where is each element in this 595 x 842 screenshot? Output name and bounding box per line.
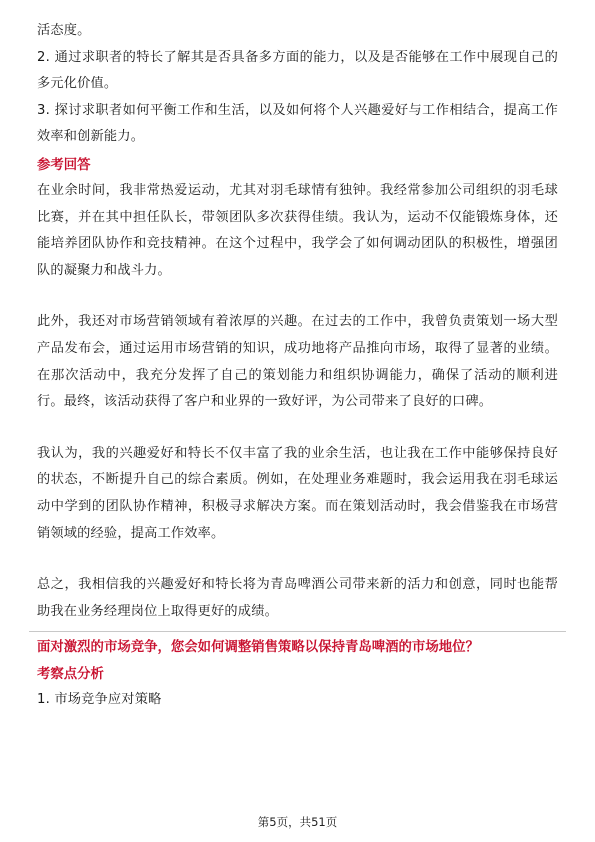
question-heading: 面对激烈的市场竞争，您会如何调整销售策略以保持青岛啤酒的市场地位？ (37, 640, 479, 656)
page-number: 第5页，共51页 (257, 815, 338, 829)
answer-paragraph: 此外，我还对市场营销领域有着浓厚的兴趣。在过去的工作中，我曾负责策划一场大型产品发布会，通过运用市场营销的知识，成功地将产品推向市场，取得了显著的业绩。在那次活动中，我充分发挥了自己的策划能力和组织协调能力，确保了活动的顺利进行。最终，该活动获得了客户和业界的一致好评，为公司带来了良好的口碑。 (37, 314, 558, 410)
document-page (37, 18, 558, 714)
intro-line: 活态度。 (37, 23, 91, 38)
analysis-heading: 考察点分析 (37, 667, 104, 683)
intro-line: 2. 通过求职者的特长了解其是否具备多方面的能力，以及是否能够在工作中展现自己的多元化价值。 (37, 49, 558, 92)
analysis-item: 1. 市场竞争应对策略 (37, 692, 162, 708)
answer-paragraph: 总之，我相信我的兴趣爱好和特长将为青岛啤酒公司带来新的活力和创意，同时也能帮助我在业务经理岗位上取得更好的成绩。 (37, 577, 558, 619)
answer-heading: 参考回答 (37, 157, 91, 173)
section-divider (29, 631, 566, 632)
intro-line: 3. 探讨求职者如何平衡工作和生活，以及如何将个人兴趣爱好与工作相结合，提高工作效率和创新能力。 (37, 102, 558, 145)
answer-paragraph: 我认为，我的兴趣爱好和特长不仅丰富了我的业余生活，也让我在工作中能够保持良好的状态，不断提升自己的综合素质。例如，在处理业务难题时，我会运用我在羽毛球运动中学到的团队协作精神，积极寻求解决方案。而在策划活动时，我会借鉴我在市场营销领域的经验，提高工作效率。 (37, 445, 558, 541)
paragraph-gap (37, 416, 558, 441)
answer-paragraph: 在业余时间，我非常热爱运动，尤其对羽毛球情有独钟。我经常参加公司组织的羽毛球比赛，并在其中担任队长，带领团队多次获得佳绩。我认为，运动不仅能锻炼身体，还能培养团队协作和竞技精神。在这个过程中，我学会了如何调动团队的积极性，增强团队的凝聚力和战斗力。 (37, 182, 558, 278)
paragraph-gap (37, 284, 558, 309)
paragraph-gap (37, 547, 558, 572)
